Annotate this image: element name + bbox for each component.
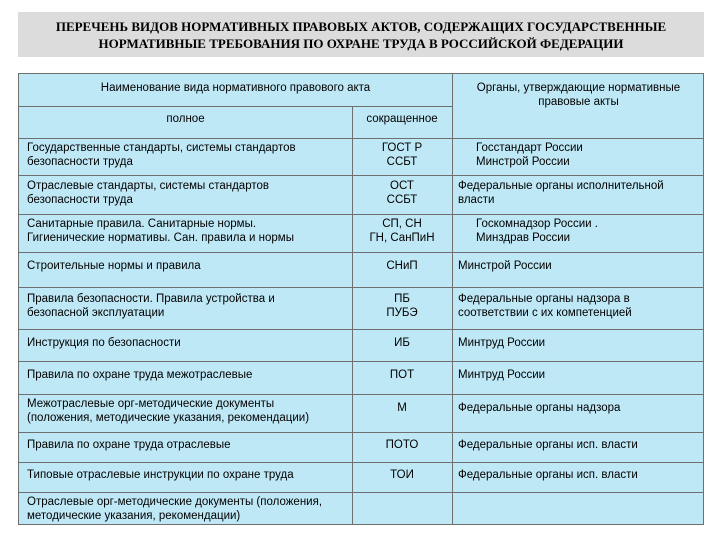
cell-approving-body bbox=[452, 141, 703, 169]
cell-full-name-line: безопасности труда bbox=[27, 193, 133, 206]
cell-full-name-line: Межотраслевые орг-методические документы bbox=[27, 398, 275, 410]
cell-approving-body bbox=[452, 401, 703, 415]
cell-approving-body-line: Федеральные органы надзора в bbox=[458, 293, 630, 305]
cell-approving-body-line: Госстандарт России bbox=[476, 142, 583, 154]
header-bodies-line-1: Органы, утверждающие нормативные bbox=[476, 82, 681, 94]
cell-short-name-line: ОСТ bbox=[390, 179, 414, 192]
cell-approving-body-line: Минстрой России bbox=[476, 156, 570, 168]
grid-line bbox=[19, 214, 703, 215]
cell-short-name bbox=[352, 141, 452, 169]
cell-full-name bbox=[19, 438, 352, 452]
cell-short-name-line: ПУБЭ bbox=[386, 307, 418, 319]
grid-line bbox=[19, 106, 452, 107]
cell-approving-body bbox=[452, 468, 703, 482]
cell-full-name-line: безопасной эксплуатации bbox=[27, 307, 165, 319]
cell-short-name-line: СП, СН bbox=[382, 218, 422, 230]
cell-full-name-line: (положения, методические указания, рекомендации) bbox=[27, 412, 310, 424]
cell-full-name-line: Санитарные правила. Санитарные нормы. bbox=[27, 218, 257, 230]
cell-full-name-line: Типовые отраслевые инструкции по охране труда bbox=[27, 469, 294, 481]
cell-short-name-line: ИБ bbox=[394, 337, 410, 349]
cell-short-name bbox=[352, 336, 452, 350]
grid-line bbox=[19, 329, 703, 330]
cell-approving-body bbox=[452, 259, 703, 273]
cell-approving-body-line: Федеральные органы исп. власти bbox=[458, 439, 638, 451]
cell-full-name-line: Правила по охране труда отраслевые bbox=[27, 439, 231, 451]
cell-approving-body-line: Федеральные органы надзора bbox=[458, 402, 621, 414]
cell-approving-body-line: Минтруд России bbox=[458, 369, 546, 381]
cell-short-name bbox=[352, 259, 452, 273]
cell-full-name bbox=[19, 468, 352, 482]
header-act-name: Наименование вида нормативного правового акта bbox=[100, 82, 371, 94]
grid-line bbox=[19, 432, 703, 433]
cell-approving-body-line: Минстрой России bbox=[458, 260, 552, 272]
cell-full-name-line: безопасности труда bbox=[27, 156, 133, 168]
cell-short-name-line: ССБТ bbox=[386, 156, 418, 168]
cell-full-name bbox=[19, 179, 352, 207]
cell-full-name bbox=[19, 259, 352, 273]
cell-approving-body bbox=[452, 292, 703, 320]
cell-short-name bbox=[352, 368, 452, 382]
header-bodies-line-2: правовые акты bbox=[538, 96, 619, 108]
grid-line bbox=[19, 138, 703, 139]
cell-approving-body-line: Минздрав России bbox=[476, 232, 571, 244]
cell-short-name bbox=[352, 217, 452, 245]
cell-full-name bbox=[19, 292, 352, 320]
cell-approving-body-line: Федеральные органы исполнительной bbox=[458, 179, 664, 192]
cell-full-name-line: Отраслевые орг-методические документы (положения, bbox=[27, 496, 323, 508]
grid-line bbox=[19, 361, 703, 362]
cell-approving-body bbox=[452, 217, 703, 245]
header-bodies bbox=[452, 81, 705, 109]
cell-short-name-line: М bbox=[397, 402, 407, 414]
cell-short-name bbox=[352, 468, 452, 482]
page-title bbox=[18, 12, 704, 57]
header-short: сокращенное bbox=[366, 113, 438, 125]
cell-full-name bbox=[19, 495, 352, 523]
cell-full-name-line: Государственные стандарты, системы стандартов bbox=[27, 142, 296, 154]
cell-short-name-line: ПБ bbox=[394, 293, 410, 305]
cell-approving-body-line: Госкомнадзор России . bbox=[476, 218, 598, 230]
cell-full-name bbox=[19, 141, 352, 169]
cell-short-name-line: ГН, СанПиН bbox=[369, 232, 435, 244]
cell-full-name-line: Правила по охране труда межотраслевые bbox=[27, 369, 253, 381]
cell-approving-body-line: Минтруд России bbox=[458, 337, 546, 349]
title-line-1: ПЕРЕЧЕНЬ ВИДОВ НОРМАТИВНЫХ ПРАВОВЫХ АКТОВ, СОДЕРЖАЩИХ ГОСУДАРСТВЕННЫЕ bbox=[55, 18, 667, 34]
grid-line bbox=[19, 394, 703, 395]
cell-approving-body-line: соответствии с их компетенцией bbox=[458, 307, 632, 319]
cell-short-name-line: ПОТ bbox=[389, 369, 415, 381]
cell-full-name-line: Строительные нормы и правила bbox=[27, 260, 201, 272]
header-full: полное bbox=[166, 113, 205, 125]
cell-short-name bbox=[352, 179, 452, 207]
cell-short-name bbox=[352, 401, 452, 415]
cell-approving-body bbox=[452, 368, 703, 382]
cell-short-name-line: СНиП bbox=[386, 260, 418, 272]
cell-approving-body bbox=[452, 336, 703, 350]
cell-short-name-line: ССБТ bbox=[386, 193, 418, 206]
cell-short-name bbox=[352, 292, 452, 320]
acts-table bbox=[18, 73, 704, 525]
cell-short-name-line: ГОСТ Р bbox=[381, 142, 423, 154]
cell-approving-body bbox=[452, 179, 703, 207]
cell-full-name-line: Гигиенические нормативы. Сан. правила и нормы bbox=[27, 232, 294, 244]
cell-full-name bbox=[19, 368, 352, 382]
cell-full-name bbox=[19, 217, 352, 245]
cell-approving-body-line: Федеральные органы исп. власти bbox=[458, 469, 638, 481]
cell-short-name-line: ПОТО bbox=[385, 439, 419, 451]
cell-full-name-line: Правила безопасности. Правила устройства и bbox=[27, 293, 275, 305]
cell-approving-body bbox=[452, 438, 703, 452]
cell-full-name-line: методические указания, рекомендации) bbox=[27, 510, 241, 522]
cell-full-name bbox=[19, 336, 352, 350]
cell-full-name-line: Инструкция по безопасности bbox=[27, 337, 181, 349]
grid-line bbox=[19, 287, 703, 288]
cell-short-name-line: ТОИ bbox=[390, 469, 414, 481]
grid-line bbox=[19, 492, 703, 493]
grid-line bbox=[19, 252, 703, 253]
title-line-2: НОРМАТИВНЫЕ ТРЕБОВАНИЯ ПО ОХРАНЕ ТРУДА В РОССИЙСКОЙ ФЕДЕРАЦИИ bbox=[98, 35, 624, 51]
cell-approving-body-line: власти bbox=[458, 193, 495, 206]
cell-full-name bbox=[19, 397, 352, 425]
cell-short-name bbox=[352, 438, 452, 452]
cell-full-name-line: Отраслевые стандарты, системы стандартов bbox=[27, 179, 269, 192]
grid-line bbox=[19, 175, 703, 176]
grid-line bbox=[19, 462, 703, 463]
